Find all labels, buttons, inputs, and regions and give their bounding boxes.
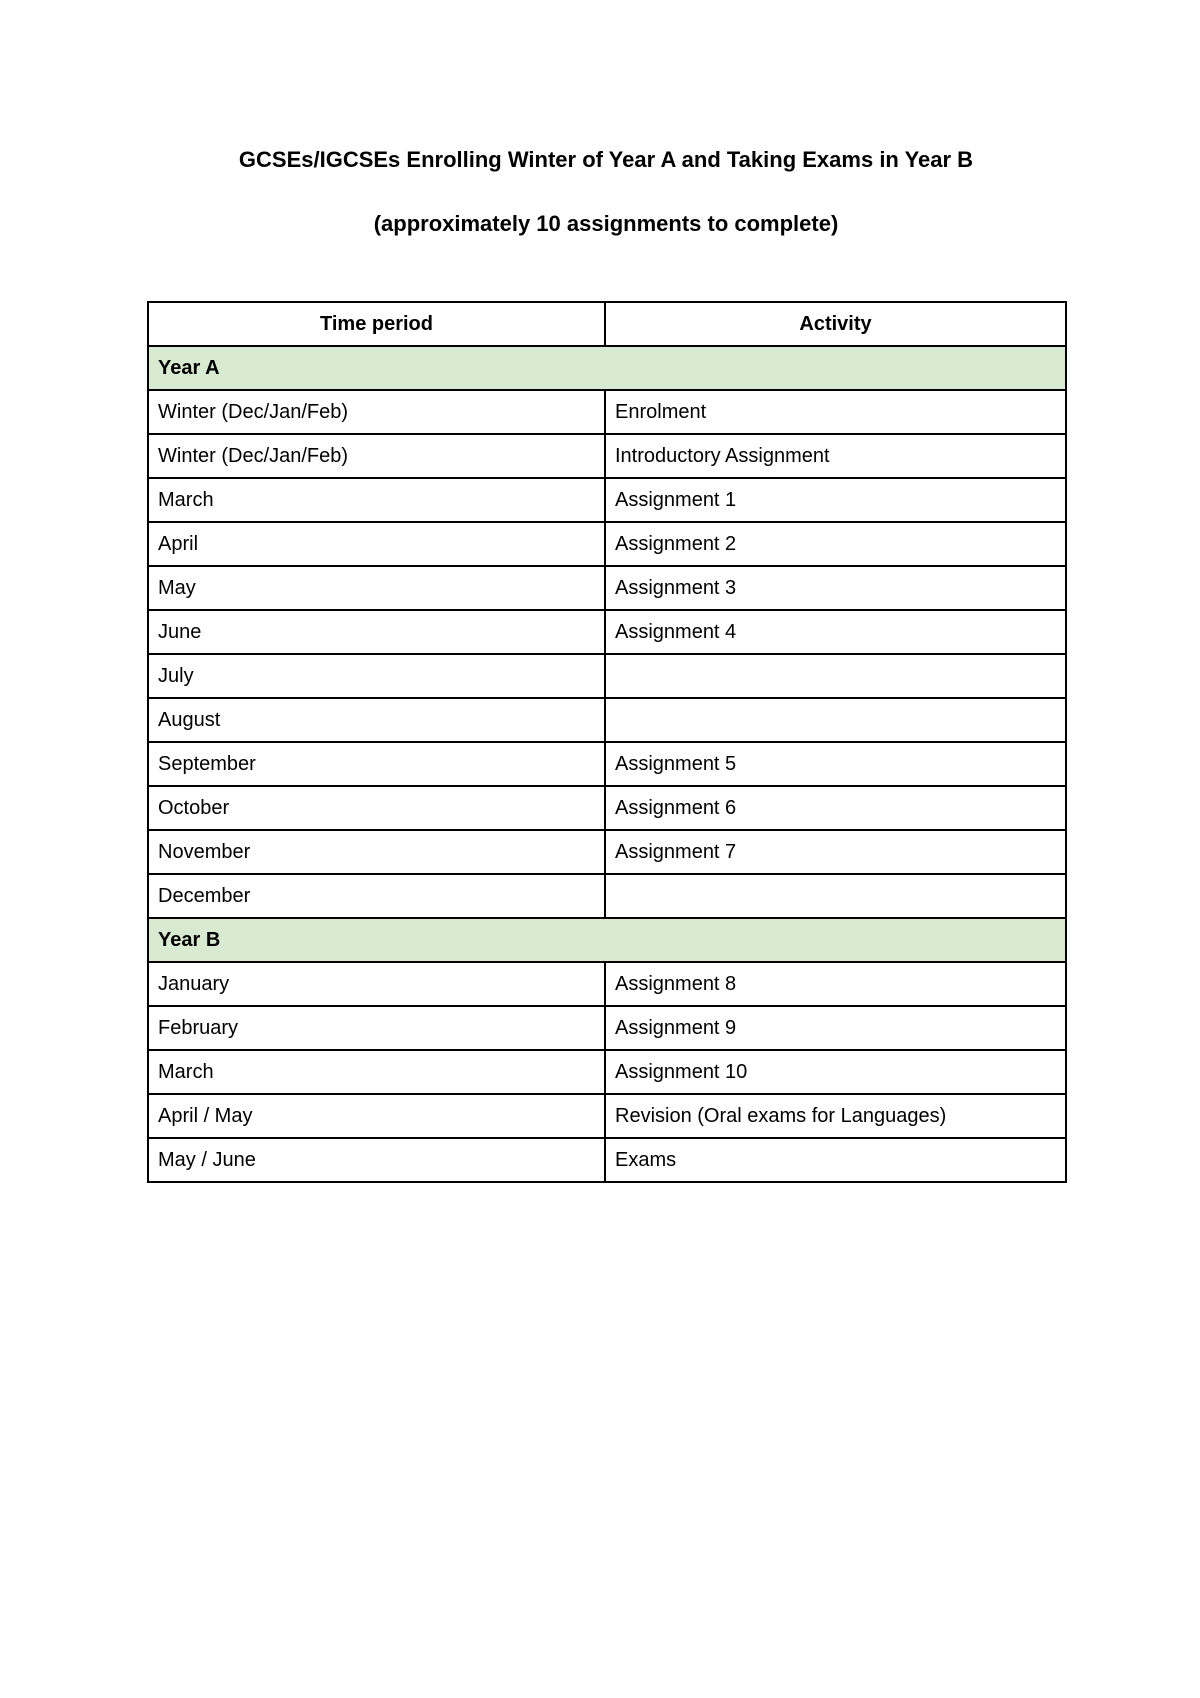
activity-cell bbox=[605, 654, 1066, 698]
time-period-cell: Winter (Dec/Jan/Feb) bbox=[148, 434, 605, 478]
time-period-cell: Winter (Dec/Jan/Feb) bbox=[148, 390, 605, 434]
activity-cell: Revision (Oral exams for Languages) bbox=[605, 1094, 1066, 1138]
table-row bbox=[148, 522, 1066, 566]
time-period-cell: December bbox=[148, 874, 605, 918]
activity-cell: Introductory Assignment bbox=[605, 434, 1066, 478]
section-row bbox=[148, 918, 1066, 962]
time-period-cell: July bbox=[148, 654, 605, 698]
activity-cell: Assignment 4 bbox=[605, 610, 1066, 654]
activity-cell: Assignment 6 bbox=[605, 786, 1066, 830]
time-period-cell: February bbox=[148, 1006, 605, 1050]
table-row bbox=[148, 1138, 1066, 1182]
schedule-table bbox=[147, 301, 1067, 1183]
time-period-cell: August bbox=[148, 698, 605, 742]
table-row bbox=[148, 742, 1066, 786]
activity-cell: Assignment 2 bbox=[605, 522, 1066, 566]
section-row bbox=[148, 346, 1066, 390]
activity-cell: Assignment 3 bbox=[605, 566, 1066, 610]
time-period-cell: March bbox=[148, 1050, 605, 1094]
time-period-cell: April / May bbox=[148, 1094, 605, 1138]
table-row bbox=[148, 786, 1066, 830]
table-row bbox=[148, 1050, 1066, 1094]
table-row bbox=[148, 478, 1066, 522]
table-row bbox=[148, 390, 1066, 434]
table-row bbox=[148, 698, 1066, 742]
activity-cell: Assignment 1 bbox=[605, 478, 1066, 522]
section-label: Year A bbox=[148, 346, 1066, 390]
table-row bbox=[148, 566, 1066, 610]
activity-cell: Enrolment bbox=[605, 390, 1066, 434]
time-period-cell: May / June bbox=[148, 1138, 605, 1182]
time-period-cell: September bbox=[148, 742, 605, 786]
table-row bbox=[148, 610, 1066, 654]
activity-cell: Assignment 8 bbox=[605, 962, 1066, 1006]
activity-cell: Assignment 9 bbox=[605, 1006, 1066, 1050]
table-row bbox=[148, 874, 1066, 918]
table-row bbox=[148, 654, 1066, 698]
time-period-cell: November bbox=[148, 830, 605, 874]
time-period-cell: May bbox=[148, 566, 605, 610]
activity-cell bbox=[605, 698, 1066, 742]
table-row bbox=[148, 1094, 1066, 1138]
time-period-cell: April bbox=[148, 522, 605, 566]
time-period-cell: October bbox=[148, 786, 605, 830]
document-subtitle: (approximately 10 assignments to complete) bbox=[373, 211, 839, 236]
time-period-cell: March bbox=[148, 478, 605, 522]
section-label: Year B bbox=[148, 918, 1066, 962]
column-header-activity: Activity bbox=[605, 302, 1066, 346]
activity-cell: Exams bbox=[605, 1138, 1066, 1182]
table-row bbox=[148, 1006, 1066, 1050]
activity-cell: Assignment 5 bbox=[605, 742, 1066, 786]
activity-cell: Assignment 10 bbox=[605, 1050, 1066, 1094]
table-row bbox=[148, 962, 1066, 1006]
activity-cell: Assignment 7 bbox=[605, 830, 1066, 874]
column-header-time-period: Time period bbox=[148, 302, 605, 346]
document-title: GCSEs/IGCSEs Enrolling Winter of Year A and Taking Exams in Year B bbox=[238, 147, 974, 172]
time-period-cell: January bbox=[148, 962, 605, 1006]
time-period-cell: June bbox=[148, 610, 605, 654]
activity-cell bbox=[605, 874, 1066, 918]
table-row bbox=[148, 434, 1066, 478]
table-row bbox=[148, 830, 1066, 874]
table-header-row bbox=[148, 302, 1066, 346]
schedule-body bbox=[148, 346, 1066, 1182]
